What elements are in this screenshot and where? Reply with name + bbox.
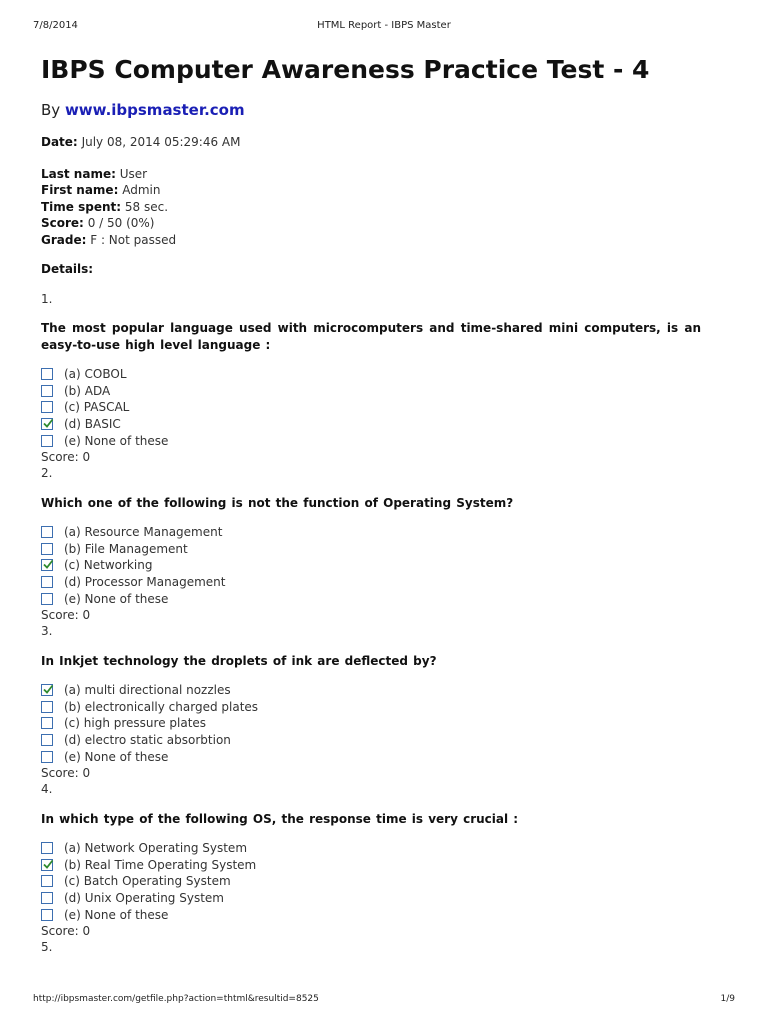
answer-option-label: (c) Batch Operating System	[64, 874, 231, 889]
question-text: Which one of the following is not the function of Operating System?	[41, 495, 514, 510]
report-content	[41, 52, 701, 956]
checkbox-icon[interactable]	[41, 401, 53, 413]
answer-option[interactable]	[41, 715, 701, 732]
date-value: July 08, 2014 05:29:46 AM	[81, 135, 241, 149]
question-number: 4.	[41, 782, 53, 797]
answer-option[interactable]	[41, 590, 701, 607]
details-heading	[41, 261, 701, 278]
answer-option-label: (b) File Management	[64, 541, 188, 556]
answer-option[interactable]	[41, 890, 701, 907]
question-score: Score: 0	[41, 607, 91, 622]
answer-option[interactable]	[41, 524, 701, 541]
checkbox-checked-icon[interactable]	[41, 418, 53, 430]
score-value: 0 / 50 (0%)	[87, 216, 155, 230]
answer-option[interactable]	[41, 366, 701, 383]
answer-option[interactable]	[41, 840, 701, 857]
last-name-value: User	[119, 166, 148, 181]
time-spent-row	[41, 199, 701, 216]
question-list	[41, 291, 701, 956]
question-score: Score: 0	[41, 449, 91, 464]
checkbox-icon[interactable]	[41, 385, 53, 397]
question-score: Score: 0	[41, 765, 91, 780]
answer-option[interactable]	[41, 416, 701, 433]
checkbox-icon[interactable]	[41, 543, 53, 555]
answer-option-label: (e) None of these	[64, 591, 169, 606]
checkbox-checked-icon[interactable]	[41, 859, 53, 871]
last-name-row	[41, 166, 701, 183]
score-label: Score:	[41, 216, 84, 230]
question-number: 3.	[41, 624, 53, 639]
time-spent-label: Time spent:	[41, 199, 122, 214]
checkbox-icon[interactable]	[41, 875, 53, 887]
checkbox-checked-icon[interactable]	[41, 684, 53, 696]
date-label: Date:	[41, 135, 78, 149]
checkbox-icon[interactable]	[41, 576, 53, 588]
first-name-value: Admin	[122, 183, 161, 197]
first-name-row	[41, 182, 701, 199]
question-number: 1.	[41, 291, 53, 306]
answer-option-label: (c) PASCAL	[64, 400, 130, 415]
question-number: 2.	[41, 466, 53, 481]
answer-option[interactable]	[41, 732, 701, 749]
answer-option[interactable]	[41, 432, 701, 449]
answer-option-label: (d) Unix Operating System	[64, 890, 224, 905]
print-date: 7/8/2014	[33, 20, 78, 31]
answer-option-label: (b) electronically charged plates	[64, 699, 259, 714]
checkbox-checked-icon[interactable]	[41, 559, 53, 571]
checkbox-icon[interactable]	[41, 435, 53, 447]
checkbox-icon[interactable]	[41, 593, 53, 605]
question-score: Score: 0	[41, 923, 91, 938]
question-text: In Inkjet technology the droplets of ink are deflected by?	[41, 653, 437, 668]
answer-option-label: (a) Resource Management	[64, 525, 223, 540]
answer-option-label: (e) None of these	[64, 433, 169, 448]
page-title: IBPS Computer Awareness Practice Test - 4	[41, 55, 650, 84]
score-row	[41, 215, 701, 232]
print-footer	[33, 994, 735, 1008]
answer-option-label: (a) multi directional nozzles	[64, 683, 231, 698]
checkbox-icon[interactable]	[41, 701, 53, 713]
question-text: In which type of the following OS, the response time is very crucial :	[41, 811, 519, 826]
checkbox-icon[interactable]	[41, 909, 53, 921]
last-name-label: Last name:	[41, 166, 116, 181]
answer-option[interactable]	[41, 682, 701, 699]
result-summary	[41, 166, 701, 249]
answer-option-label: (a) Network Operating System	[64, 841, 248, 856]
checkbox-icon[interactable]	[41, 368, 53, 380]
print-page-title: HTML Report - IBPS Master	[317, 20, 451, 31]
grade-label: Grade:	[41, 232, 87, 247]
answer-option[interactable]	[41, 699, 701, 716]
answer-option[interactable]	[41, 748, 701, 765]
answer-option-label: (c) high pressure plates	[64, 716, 207, 731]
date-line	[41, 134, 701, 151]
checkbox-icon[interactable]	[41, 717, 53, 729]
answer-option-label: (b) Real Time Operating System	[64, 857, 257, 872]
grade-value: F : Not passed	[90, 232, 177, 247]
answer-option-label: (a) COBOL	[64, 367, 127, 382]
grade-row	[41, 232, 701, 249]
byline	[41, 100, 701, 120]
site-link[interactable]: www.ibpsmaster.com	[64, 101, 245, 119]
answer-option[interactable]	[41, 857, 701, 874]
checkbox-icon[interactable]	[41, 892, 53, 904]
answer-option-label: (e) None of these	[64, 749, 169, 764]
answer-option[interactable]	[41, 906, 701, 923]
print-header	[33, 20, 735, 34]
question-number: 5.	[41, 940, 53, 955]
answer-option[interactable]	[41, 557, 701, 574]
answer-option[interactable]	[41, 383, 701, 400]
checkbox-icon[interactable]	[41, 734, 53, 746]
checkbox-icon[interactable]	[41, 842, 53, 854]
answer-option[interactable]	[41, 574, 701, 591]
question-text: The most popular language used with microcomputers and time-shared mini computers, is an easy-to-use high level language :	[41, 321, 701, 352]
checkbox-icon[interactable]	[41, 526, 53, 538]
answer-option-label: (d) BASIC	[64, 417, 121, 432]
first-name-label: First name:	[41, 183, 119, 197]
print-url: http://ibpsmaster.com/getfile.php?action=thtml&resultid=8525	[33, 994, 319, 1004]
answer-option[interactable]	[41, 873, 701, 890]
answer-option-label: (d) Processor Management	[64, 575, 226, 590]
time-spent-value: 58 sec.	[124, 199, 169, 214]
answer-option-label: (e) None of these	[64, 907, 169, 922]
answer-option-label: (d) electro static absorbtion	[64, 733, 231, 748]
answer-option-label: (b) ADA	[64, 383, 111, 398]
checkbox-icon[interactable]	[41, 751, 53, 763]
byline-label: By	[41, 101, 61, 119]
page-number: 1/9	[720, 994, 735, 1004]
details-label: Details:	[41, 262, 94, 276]
answer-option-label: (c) Networking	[64, 558, 153, 573]
answer-option[interactable]	[41, 399, 701, 416]
answer-option[interactable]	[41, 541, 701, 558]
